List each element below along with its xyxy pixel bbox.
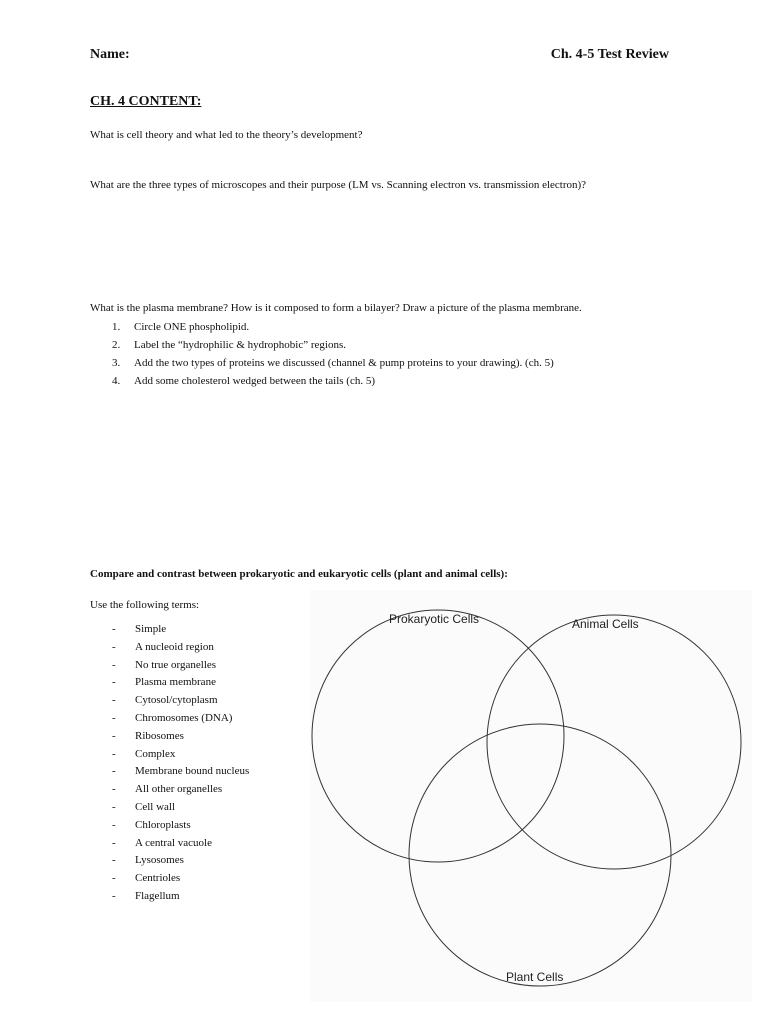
list-number: 1. [112,321,121,333]
list-item [112,336,554,354]
bullet-dash: - [112,872,116,885]
bullet-dash: - [112,729,116,742]
list-text: Add some cholesterol wedged between the tails (ch. 5) [134,375,376,387]
list-text: Label the “hydrophilic & hydrophobic” regions. [134,339,346,351]
page-title: Ch. 4-5 Test Review [550,47,669,62]
list-item [112,728,249,746]
bullet-dash: - [112,640,116,653]
use-terms-label: Use the following terms: [90,599,200,611]
list-item [112,817,249,835]
venn-diagram-panel [310,590,752,1002]
list-item [112,639,249,657]
list-item [112,781,249,799]
animal-circle [487,615,741,869]
list-item [112,657,249,675]
bullet-dash: - [112,818,116,831]
list-item [112,746,249,764]
list-number: 3. [112,357,121,369]
list-item [112,852,249,870]
term-text: Chromosomes (DNA) [135,711,233,724]
term-text: Flagellum [135,889,180,902]
list-item [112,835,249,853]
list-item [112,870,249,888]
terms-list [112,621,249,906]
term-text: Chloroplasts [135,818,191,831]
section-heading: CH. 4 CONTENT: [90,94,202,109]
bullet-dash: - [112,658,116,671]
term-text: Cell wall [135,800,176,813]
list-item [112,888,249,906]
name-label: Name: [90,47,130,62]
list-item [112,692,249,710]
bullet-dash: - [112,623,116,635]
term-text: Lysosomes [135,854,184,867]
bullet-dash: - [112,676,116,689]
term-text: Simple [135,623,167,635]
bullet-dash: - [112,694,116,707]
term-text: A central vacuole [135,836,212,849]
term-text: Plasma membrane [135,676,216,689]
bullet-dash: - [112,836,116,849]
bullet-dash: - [112,854,116,867]
bullet-dash: - [112,889,116,902]
term-text: No true organelles [135,658,217,671]
list-number: 2. [112,339,121,351]
question-microscopes: What are the three types of microscopes and their purpose (LM vs. Scanning electron vs. transmission electron)? [90,179,587,191]
list-text: Circle ONE phospholipid. [134,321,250,333]
venn-diagram [310,590,752,1002]
bullet-dash: - [112,783,116,796]
list-number: 4. [112,375,121,387]
bullet-dash: - [112,747,116,760]
list-item [112,674,249,692]
term-text: Cytosol/cytoplasm [135,694,218,707]
prokaryotic-circle [312,610,564,862]
animal-label: Animal Cells [572,617,639,631]
question-cell-theory: What is cell theory and what led to the theory’s development? [90,129,363,141]
list-item [112,372,554,390]
term-text: Membrane bound nucleus [135,765,250,778]
question-plasma-membrane: What is the plasma membrane? How is it composed to form a bilayer? Draw a picture of the plasma membrane. [90,302,582,314]
term-text: Ribosomes [135,729,184,742]
list-item [112,799,249,817]
list-item [112,710,249,728]
plasma-membrane-tasks [112,318,554,390]
term-text: Centrioles [135,872,181,885]
prokaryotic-label: Prokaryotic Cells [389,612,480,626]
bullet-dash: - [112,765,116,778]
plant-label: Plant Cells [506,970,564,984]
term-text: A nucleoid region [135,640,214,653]
list-text: Add the two types of proteins we discussed (channel & pump proteins to your drawing). (ch. 5) [134,357,554,369]
list-item [112,318,554,336]
bullet-dash: - [112,711,116,724]
term-text: All other organelles [135,783,223,796]
list-item [112,354,554,372]
list-item [112,763,249,781]
list-item [112,621,249,639]
bullet-dash: - [112,800,116,813]
compare-heading: Compare and contrast between prokaryotic and eukaryotic cells (plant and animal cells): [90,568,508,580]
plant-circle [409,724,671,986]
term-text: Complex [135,747,176,760]
